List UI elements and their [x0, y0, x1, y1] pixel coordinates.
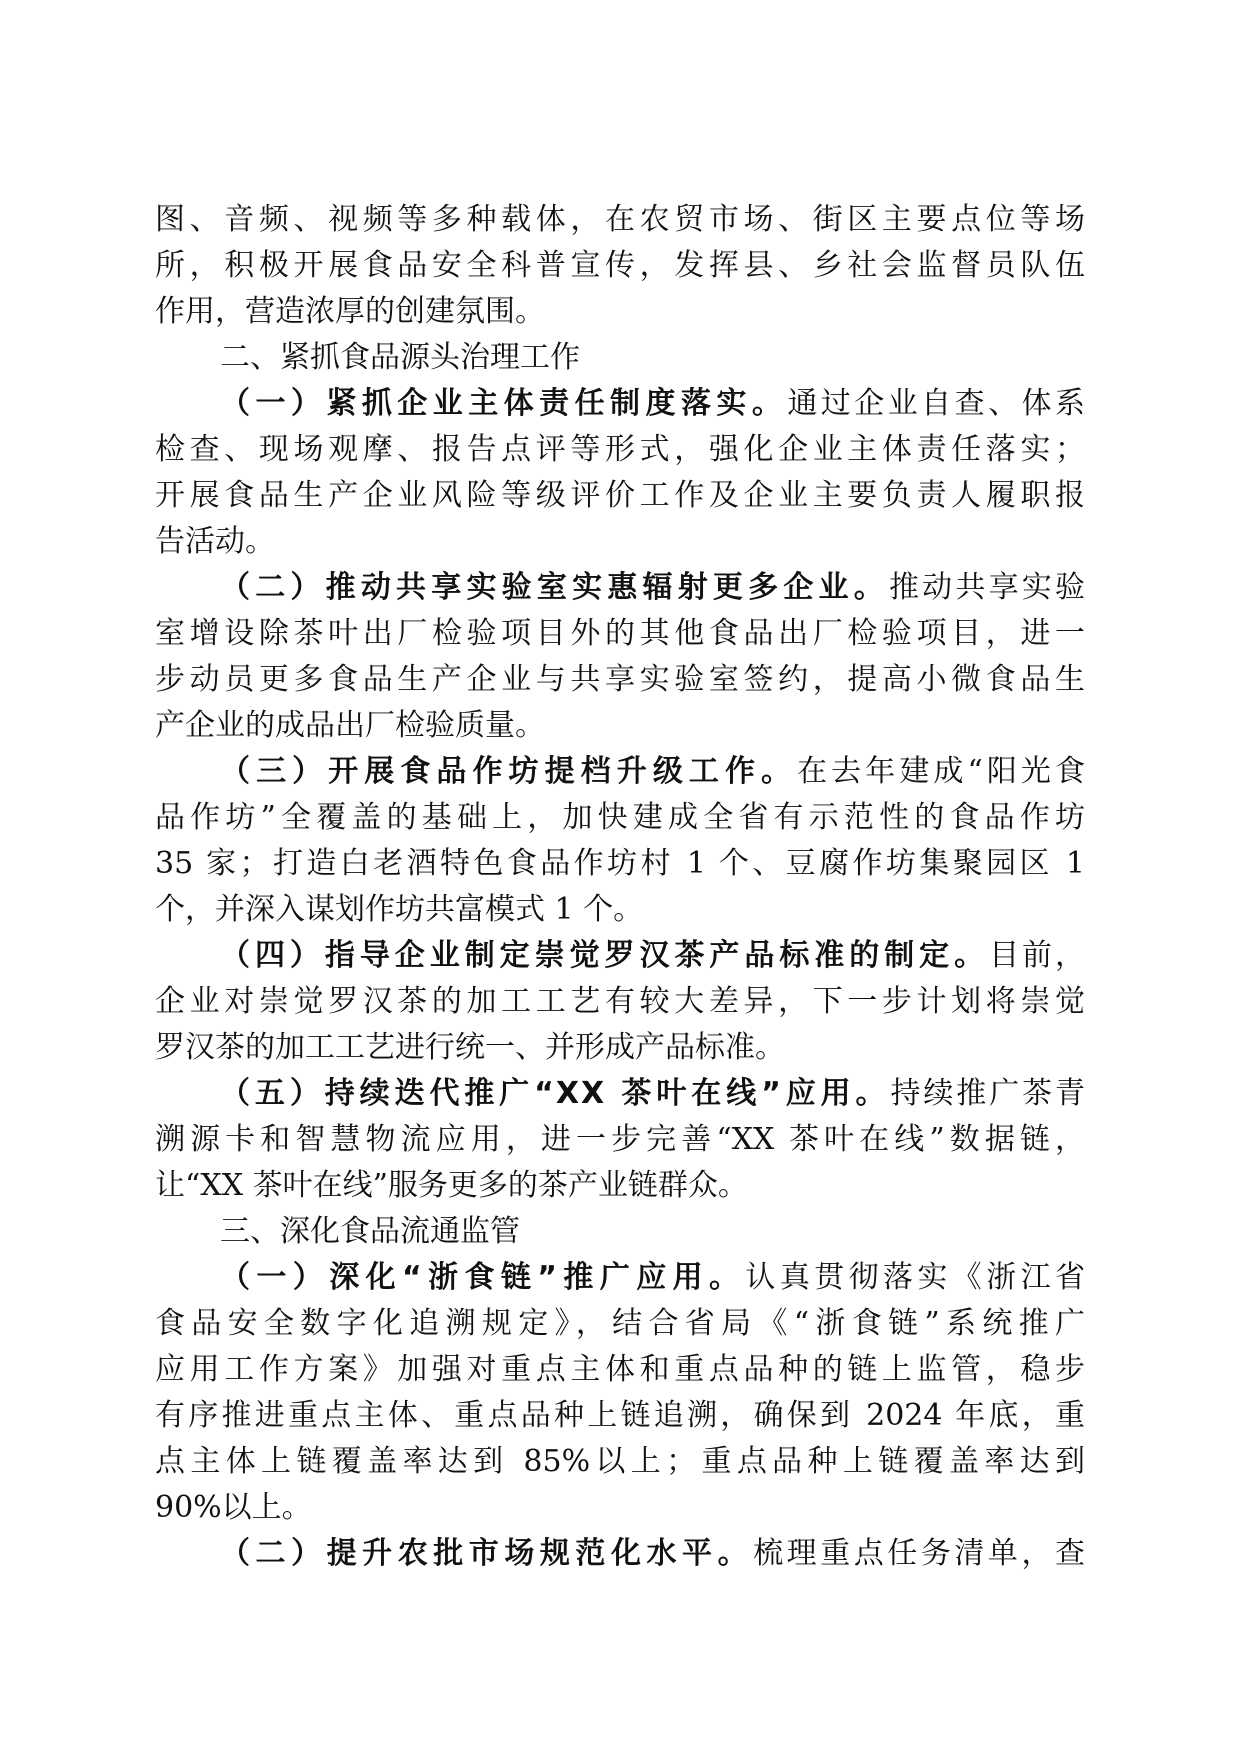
document-body [155, 197, 1085, 1577]
item-2-line-3: 步动员更多食品生产企业与共享实验室签约，提高小微食品生 [155, 662, 1085, 697]
item-3-2-text: 梳理重点任务清单，查 [753, 1536, 1085, 1571]
section-heading-3: 三、深化食品流通监管 [220, 1214, 520, 1249]
item-5-line-3: 让“XX 茶叶在线”服务更多的茶产业链群众。 [155, 1168, 748, 1203]
item-5-lead: （五）持续迭代推广“XX 茶叶在线”应用。 [220, 1076, 891, 1111]
p0-line-3: 作用，营造浓厚的创建氛围。 [155, 294, 545, 329]
item-3-1-line-3: 应用工作方案》加强对重点主体和重点品种的链上监管，稳步 [155, 1352, 1085, 1387]
item-1-line-3: 开展食品生产企业风险等级评价工作及企业主要负责人履职报 [155, 478, 1085, 513]
item-1-lead: （一）紧抓企业主体责任制度落实。 [220, 386, 788, 421]
item-1-first-line [155, 381, 1085, 427]
item-3-1-line-6: 90%以上。 [155, 1490, 312, 1525]
item-2-line-4: 产企业的成品出厂检验质量。 [155, 708, 545, 743]
item-3-2-first-line [155, 1531, 1085, 1577]
item-3-1-first-line [155, 1255, 1085, 1301]
item-1-line-2: 检查、现场观摩、报告点评等形式，强化企业主体责任落实； [155, 432, 1085, 467]
item-3-1-line-2: 食品安全数字化追溯规定》，结合省局《“浙食链”系统推广 [155, 1306, 1085, 1341]
item-3-line-2: 品作坊”全覆盖的基础上，加快建成全省有示范性的食品作坊 [155, 800, 1085, 835]
item-3-line-3: 35 家；打造白老酒特色食品作坊村 1 个、豆腐作坊集聚园区 1 [155, 846, 1085, 881]
item-5-first-line [155, 1071, 1085, 1117]
item-4-text: 目前， [989, 938, 1086, 973]
item-3-1-text: 认真贯彻落实《浙江省 [745, 1260, 1086, 1295]
item-3-2-lead: （二）提升农批市场规范化水平。 [220, 1536, 754, 1571]
item-4-line-3: 罗汉茶的加工工艺进行统一、并形成产品标准。 [155, 1030, 785, 1065]
item-3-1-lead: （一）深化“浙食链”推广应用。 [220, 1260, 746, 1295]
item-1-text: 通过企业自查、体系 [787, 386, 1086, 421]
p0-line-2: 所，积极开展食品安全科普宣传，发挥县、乡社会监督员队伍 [155, 248, 1085, 283]
item-2-first-line [155, 565, 1085, 611]
item-3-1-line-4: 有序推进重点主体、重点品种上链追溯，确保到 2024 年底，重 [155, 1398, 1085, 1433]
item-4-first-line [155, 933, 1085, 979]
item-3-text: 在去年建成“阳光食 [797, 754, 1085, 789]
item-4-lead: （四）指导企业制定崇觉罗汉茶产品标准的制定。 [220, 938, 990, 973]
item-5-line-2: 溯源卡和智慧物流应用，进一步完善“XX 茶叶在线”数据链， [155, 1122, 1085, 1157]
item-5-text: 持续推广茶青 [890, 1076, 1086, 1111]
item-4-line-2: 企业对崇觉罗汉茶的加工工艺有较大差异，下一步计划将崇觉 [155, 984, 1085, 1019]
item-3-line-4: 个，并深入谋划作坊共富模式 1 个。 [155, 892, 644, 927]
item-2-text: 推动共享实验 [888, 570, 1086, 605]
item-3-lead: （三）开展食品作坊提档升级工作。 [220, 754, 798, 789]
item-3-first-line [155, 749, 1085, 795]
item-1-line-4: 告活动。 [155, 524, 275, 559]
section-heading-2: 二、紧抓食品源头治理工作 [220, 340, 580, 375]
item-2-lead: （二）推动共享实验室实惠辐射更多企业。 [220, 570, 889, 605]
p0-line-1: 图、音频、视频等多种载体，在农贸市场、街区主要点位等场 [155, 202, 1085, 237]
item-2-line-2: 室增设除茶叶出厂检验项目外的其他食品出厂检验项目，进一 [155, 616, 1085, 651]
item-3-1-line-5: 点主体上链覆盖率达到 85%以上；重点品种上链覆盖率达到 [155, 1444, 1085, 1479]
